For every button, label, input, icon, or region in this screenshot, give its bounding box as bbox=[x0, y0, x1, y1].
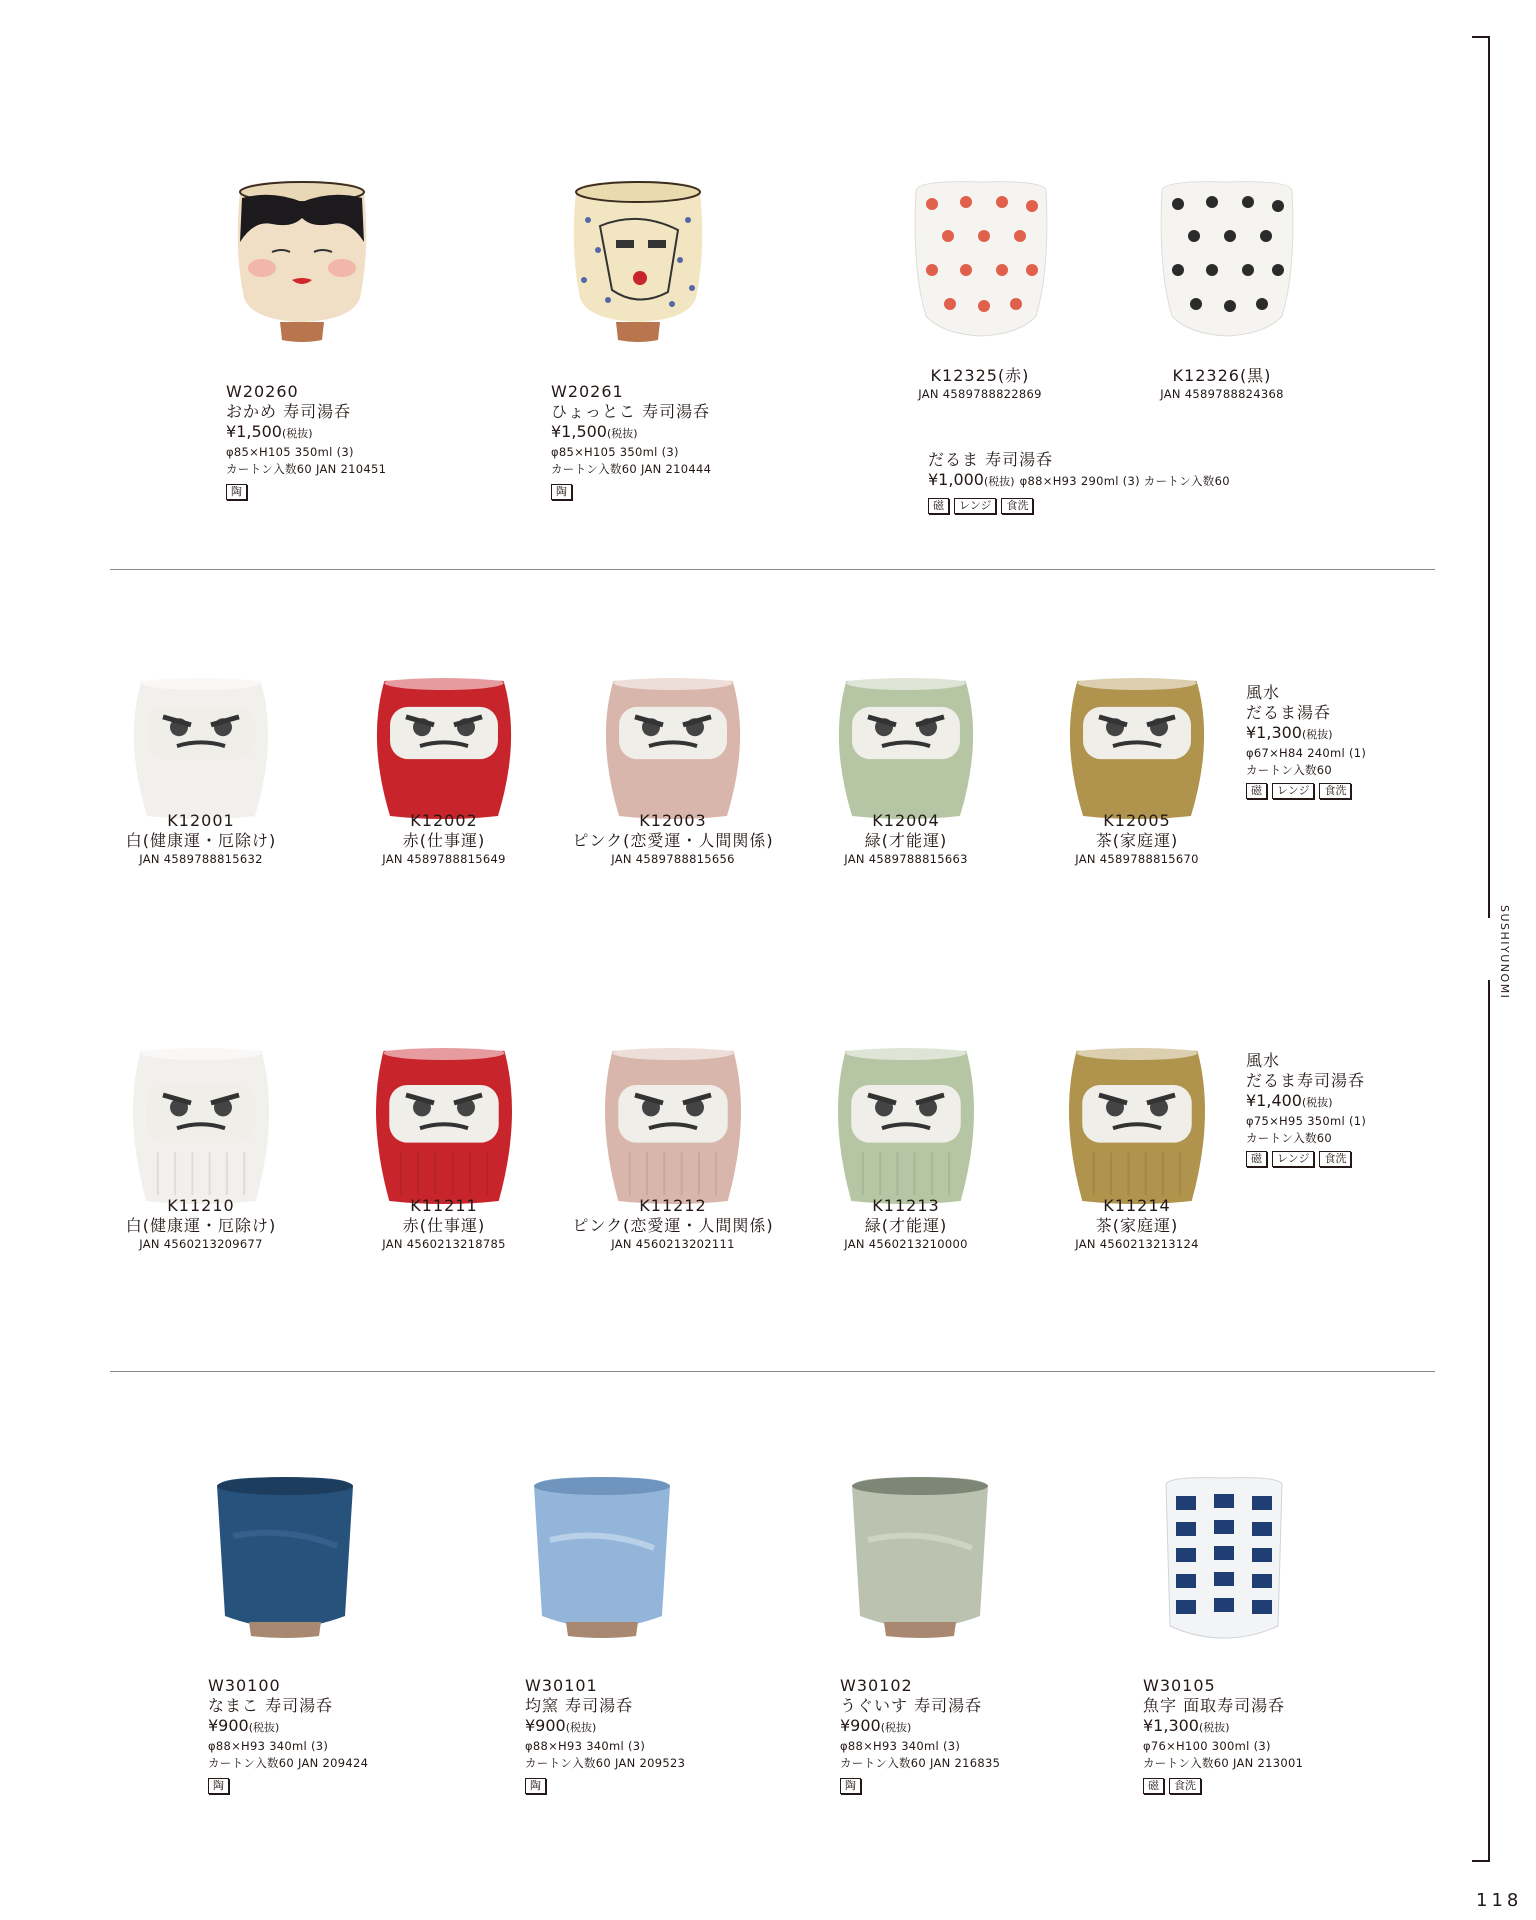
product-color-label: ピンク(恋愛運・人間関係) bbox=[572, 831, 774, 850]
product-code: W20261 bbox=[551, 382, 624, 401]
product-price: ¥1,500(税抜) bbox=[226, 422, 313, 441]
product-name: うぐいす 寿司湯呑 bbox=[840, 1696, 983, 1715]
group-spec: φ67×H84 240ml (1) bbox=[1246, 746, 1367, 760]
product-caption-brown bbox=[1027, 1196, 1247, 1252]
badge-porcelain: 磁 bbox=[1246, 783, 1267, 799]
product-color-label: 赤(仕事運) bbox=[402, 831, 486, 850]
group-title-2: だるま寿司湯呑 bbox=[1246, 1071, 1366, 1090]
product-spec: φ76×H100 300ml (3) bbox=[1143, 1739, 1271, 1753]
product-caption-brown bbox=[1027, 811, 1247, 867]
badge-microwave: レンジ bbox=[954, 498, 996, 514]
daruma-cup-pink-image bbox=[601, 1045, 745, 1205]
group-carton: カートン入数60 bbox=[1246, 1131, 1333, 1145]
product-price: ¥900(税抜) bbox=[525, 1716, 597, 1735]
product-jan: JAN 4589788815649 bbox=[382, 852, 506, 866]
product-caption-green bbox=[796, 811, 1016, 867]
section-divider bbox=[110, 569, 1435, 570]
fish-kanji-cup-image bbox=[1162, 1476, 1286, 1642]
product-color-label: 白(健康運・厄除け) bbox=[125, 1216, 277, 1235]
uguisu-cup-image bbox=[848, 1476, 992, 1638]
product-carton: カートン入数60 JAN 209424 bbox=[208, 1756, 369, 1770]
product-caption-white bbox=[91, 1196, 311, 1252]
product-code: K11210 bbox=[167, 1196, 235, 1215]
badge-microwave: レンジ bbox=[1272, 1151, 1314, 1167]
material-badges bbox=[1246, 1151, 1446, 1167]
product-color-label: 緑(才能運) bbox=[864, 831, 948, 850]
product-jan: JAN 4560213218785 bbox=[382, 1237, 506, 1251]
product-code: K12326(黒) bbox=[1172, 366, 1272, 385]
product-spec: φ88×H93 340ml (3) bbox=[208, 1739, 329, 1753]
group-price: ¥1,400(税抜) bbox=[1246, 1091, 1333, 1110]
product-jan: JAN 4589788815670 bbox=[1075, 852, 1199, 866]
material-badges bbox=[840, 1778, 1100, 1794]
group-carton: カートン入数60 bbox=[1246, 763, 1333, 777]
product-code: W20260 bbox=[226, 382, 299, 401]
page-number: 118 bbox=[1476, 1890, 1523, 1911]
page-bracket-top bbox=[1472, 36, 1490, 918]
daruma-cup-brown-image bbox=[1066, 675, 1208, 820]
product-price: ¥900(税抜) bbox=[840, 1716, 912, 1735]
daruma-cup-white-image bbox=[130, 675, 272, 820]
product-jan: JAN 4589788822869 bbox=[918, 387, 1042, 401]
product-price: ¥1,300(税抜) bbox=[1143, 1716, 1230, 1735]
page-bracket-bottom bbox=[1472, 980, 1490, 1862]
product-color-label: ピンク(恋愛運・人間関係) bbox=[572, 1216, 774, 1235]
group-spec: φ75×H95 350ml (1) bbox=[1246, 1114, 1367, 1128]
product-name: 均窯 寿司湯呑 bbox=[525, 1696, 634, 1715]
badge-0: 陶 bbox=[208, 1778, 229, 1794]
group-title-2: だるま湯呑 bbox=[1246, 703, 1332, 722]
product-jan: JAN 4560213209677 bbox=[139, 1237, 263, 1251]
daruma-cup-red-image bbox=[373, 675, 515, 820]
product-code: K11212 bbox=[639, 1196, 707, 1215]
product-code: K12001 bbox=[167, 811, 235, 830]
material-badges bbox=[525, 1778, 785, 1794]
daruma-cup-green-image bbox=[835, 675, 977, 820]
group-title-1: 風水 bbox=[1246, 1051, 1281, 1070]
product-price: ¥900(税抜) bbox=[208, 1716, 280, 1735]
product-caption-white bbox=[91, 811, 311, 867]
badge-1: 食洗 bbox=[1169, 1778, 1201, 1794]
product-color-label: 白(健康運・厄除け) bbox=[125, 831, 277, 850]
product-jan: JAN 4589788815656 bbox=[611, 852, 735, 866]
product-code: K12002 bbox=[410, 811, 478, 830]
product-color-label: 赤(仕事運) bbox=[402, 1216, 486, 1235]
product-code: K12003 bbox=[639, 811, 707, 830]
product-code: K11211 bbox=[410, 1196, 478, 1215]
section-divider bbox=[110, 1371, 1435, 1372]
daruma-cup-red-image bbox=[372, 1045, 516, 1205]
badge-material: 陶 bbox=[551, 484, 572, 500]
product-color-label: 緑(才能運) bbox=[864, 1216, 948, 1235]
product-code: W30100 bbox=[208, 1676, 281, 1695]
badge-dishwasher: 食洗 bbox=[1319, 783, 1351, 799]
product-w20261 bbox=[551, 382, 811, 500]
product-daruma-sushi-cup bbox=[928, 450, 1348, 514]
product-code: W30102 bbox=[840, 1676, 913, 1695]
badge-material: 陶 bbox=[226, 484, 247, 500]
product-code: K12004 bbox=[872, 811, 940, 830]
product-carton: カートン入数60 JAN 213001 bbox=[1143, 1756, 1304, 1770]
material-badges bbox=[928, 498, 1348, 514]
group-price: ¥1,300(税抜) bbox=[1246, 723, 1333, 742]
product-carton: カートン入数60 JAN 216835 bbox=[840, 1756, 1001, 1770]
material-badges bbox=[208, 1778, 468, 1794]
product-carton: カートン入数60 JAN 210451 bbox=[226, 462, 387, 476]
product-spec: φ88×H93 340ml (3) bbox=[840, 1739, 961, 1753]
product-caption-red bbox=[334, 811, 554, 867]
daruma-red-dot-cup-image bbox=[910, 180, 1052, 340]
group-title-1: 風水 bbox=[1246, 683, 1281, 702]
daruma-cup-row bbox=[0, 675, 1200, 895]
product-code: K11213 bbox=[872, 1196, 940, 1215]
namako-cup-image bbox=[213, 1476, 357, 1638]
product-name: おかめ 寿司湯呑 bbox=[226, 402, 352, 421]
product-group-feng-shui-daruma-cup bbox=[1246, 683, 1446, 799]
product-code: W30105 bbox=[1143, 1676, 1216, 1695]
material-badges bbox=[226, 484, 486, 500]
product-caption-red bbox=[334, 1196, 554, 1252]
product-k12325 bbox=[890, 366, 1070, 402]
product-spec: φ88×H93 340ml (3) bbox=[525, 1739, 646, 1753]
product-namako bbox=[208, 1676, 468, 1794]
product-jan: JAN 4560213202111 bbox=[611, 1237, 735, 1251]
product-price: ¥1,000(税抜) φ88×H93 290ml (3) カートン入数60 bbox=[928, 470, 1230, 489]
okame-cup-image bbox=[232, 180, 372, 345]
product-code: K12005 bbox=[1103, 811, 1171, 830]
product-fish-kanji bbox=[1143, 1676, 1403, 1794]
product-kinyo bbox=[525, 1676, 785, 1794]
product-code: K11214 bbox=[1103, 1196, 1171, 1215]
product-jan: JAN 4589788815663 bbox=[844, 852, 968, 866]
side-label: SUSHIYUNOMI bbox=[1498, 905, 1511, 1000]
product-name: なまこ 寿司湯呑 bbox=[208, 1696, 334, 1715]
badge-porcelain: 磁 bbox=[1246, 1151, 1267, 1167]
product-caption-green bbox=[796, 1196, 1016, 1252]
product-jan: JAN 4560213213124 bbox=[1075, 1237, 1199, 1251]
product-name: ひょっとこ 寿司湯呑 bbox=[551, 402, 711, 421]
badge-porcelain: 磁 bbox=[928, 498, 949, 514]
badge-0: 陶 bbox=[840, 1778, 861, 1794]
badge-0: 陶 bbox=[525, 1778, 546, 1794]
material-badges bbox=[1246, 783, 1446, 799]
product-jan: JAN 4560213210000 bbox=[844, 1237, 968, 1251]
product-k12326 bbox=[1132, 366, 1312, 402]
product-spec: φ85×H105 350ml (3) bbox=[551, 445, 679, 459]
product-group-feng-shui-daruma-sushi-cup bbox=[1246, 1051, 1446, 1167]
daruma-cup-white-image bbox=[129, 1045, 273, 1205]
product-code: K12325(赤) bbox=[930, 366, 1030, 385]
hyottoko-cup-image bbox=[568, 180, 708, 345]
product-price: ¥1,500(税抜) bbox=[551, 422, 638, 441]
product-uguisu bbox=[840, 1676, 1100, 1794]
product-spec: φ85×H105 350ml (3) bbox=[226, 445, 354, 459]
daruma-black-dot-cup-image bbox=[1156, 180, 1298, 340]
product-caption-pink bbox=[563, 811, 783, 867]
badge-dishwasher: 食洗 bbox=[1001, 498, 1033, 514]
badge-dishwasher: 食洗 bbox=[1319, 1151, 1351, 1167]
badge-microwave: レンジ bbox=[1272, 783, 1314, 799]
product-name: だるま 寿司湯呑 bbox=[928, 450, 1054, 469]
product-w20260 bbox=[226, 382, 486, 500]
product-jan: JAN 4589788824368 bbox=[1160, 387, 1284, 401]
product-color-label: 茶(家庭運) bbox=[1095, 831, 1179, 850]
badge-0: 磁 bbox=[1143, 1778, 1164, 1794]
material-badges bbox=[551, 484, 811, 500]
product-carton: カートン入数60 JAN 209523 bbox=[525, 1756, 686, 1770]
product-color-label: 茶(家庭運) bbox=[1095, 1216, 1179, 1235]
daruma-cup-brown-image bbox=[1065, 1045, 1209, 1205]
product-jan: JAN 4589788815632 bbox=[139, 852, 263, 866]
daruma-cup-pink-image bbox=[602, 675, 744, 820]
product-carton: カートン入数60 JAN 210444 bbox=[551, 462, 712, 476]
kinyo-cup-image bbox=[530, 1476, 674, 1638]
material-badges bbox=[1143, 1778, 1403, 1794]
daruma-cup-green-image bbox=[834, 1045, 978, 1205]
sushi-cup-row bbox=[0, 1676, 1400, 1806]
daruma-sushi-cup-row bbox=[0, 1045, 1200, 1280]
product-name: 魚字 面取寿司湯呑 bbox=[1143, 1696, 1286, 1715]
product-code: W30101 bbox=[525, 1676, 598, 1695]
product-caption-pink bbox=[563, 1196, 783, 1252]
